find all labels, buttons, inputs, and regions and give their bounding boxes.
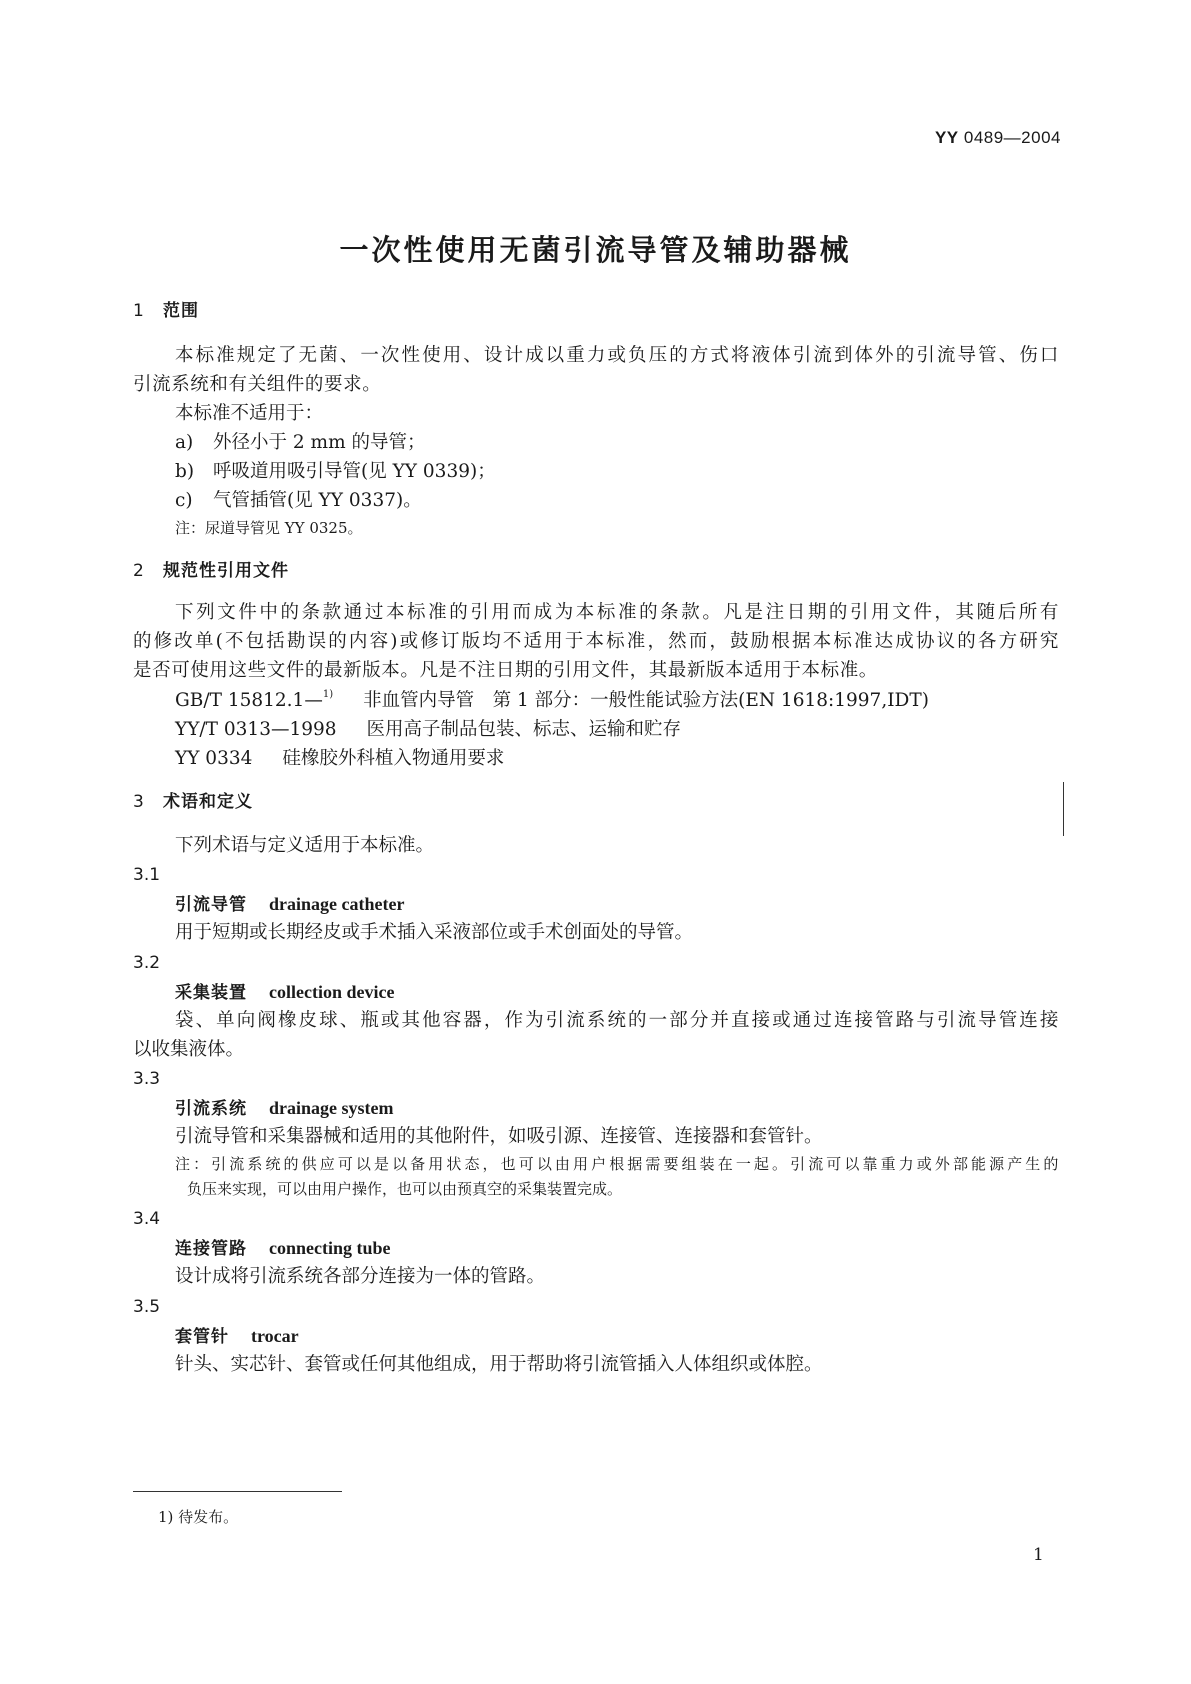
section-1-note: 注：尿道导管见 YY 0325。 [175,519,363,537]
list-item-a: a) 外径小于 2 mm 的导管； [175,432,426,453]
clause-number: 3.4 [133,1209,161,1229]
section-3-heading: 3 术语和定义 [133,792,253,812]
term-definition: 以收集液体。 [133,1039,245,1060]
section-3-intro: 下列术语与定义适用于本标准。 [175,835,435,856]
term-heading: 采集装置 collection device [175,982,395,1003]
term-heading: 套管针 trocar [175,1326,299,1347]
list-item-b: b) 呼吸道用吸引导管(见 YY 0339)； [175,461,496,482]
term-definition: 袋、单向阀橡皮球、瓶或其他容器，作为引流系统的一部分并直接或通过连接管路与引流导管连接 [175,1010,1059,1031]
change-bar [1063,782,1064,836]
section-2-heading: 2 规范性引用文件 [133,561,289,581]
section-1-para2: 本标准不适用于： [175,403,324,424]
standard-code-prefix: YY [934,128,959,147]
term-note: 负压来实现，可以由用户操作，也可以由预真空的采集装置完成。 [187,1180,623,1198]
list-item-c: c) 气管插管(见 YY 0337)。 [175,490,422,511]
clause-number: 3.3 [133,1069,161,1089]
standard-code [935,128,1061,148]
reference-item: YY/T 0313—1998 医用高子制品包装、标志、运输和贮存 [175,719,682,740]
clause-number: 3.1 [133,865,161,885]
section-2-para-line3: 是否可使用这些文件的最新版本。凡是不注日期的引用文件，其最新版本适用于本标准。 [133,660,878,681]
reference-item: GB/T 15812.1—$^{1)}$ 非血管内导管 第 1 部分：一般性能试验方法(EN 1618:1997,IDT) [175,689,929,711]
term-definition: 针头、实芯针、套管或任何其他组成，用于帮助将引流管插入人体组织或体腔。 [175,1354,823,1375]
term-note: 注：引流系统的供应可以是以备用状态，也可以由用户根据需要组装在一起。引流可以靠重力或外部能源产生的 [175,1155,1059,1173]
reference-item: YY 0334 硅橡胶外科植入物通用要求 [175,748,505,769]
section-1-para1-line2: 引流系统和有关组件的要求。 [133,374,382,395]
term-definition: 设计成将引流系统各部分连接为一体的管路。 [175,1266,546,1287]
term-heading: 连接管路 connecting tube [175,1238,391,1259]
standard-code-number: 0489—2004 [963,128,1061,147]
document-title: 一次性使用无菌引流导管及辅助器械 [339,233,852,267]
page-number: 1 [1033,1545,1044,1565]
term-heading: 引流导管 drainage catheter [175,894,405,915]
section-2-para-line2: 的修改单(不包括勘误的内容)或修订版均不适用于本标准，然而，鼓励根据本标准达成协议的各方研究 [133,631,1059,652]
clause-number: 3.5 [133,1297,161,1317]
footnote-rule [133,1491,342,1492]
section-1-para1-line1: 本标准规定了无菌、一次性使用、设计成以重力或负压的方式将液体引流到体外的引流导管、伤口 [175,345,1059,366]
section-1-heading: 1 范围 [133,301,199,321]
footnote: 1) 待发布。 [158,1508,239,1526]
term-definition: 引流导管和采集器械和适用的其他附件，如吸引源、连接管、连接器和套管针。 [175,1126,823,1147]
clause-number: 3.2 [133,953,161,973]
term-definition: 用于短期或长期经皮或手术插入采液部位或手术创面处的导管。 [175,922,694,943]
term-heading: 引流系统 drainage system [175,1098,394,1119]
section-2-para-line1: 下列文件中的条款通过本标准的引用而成为本标准的条款。凡是注日期的引用文件，其随后所有 [175,602,1059,623]
